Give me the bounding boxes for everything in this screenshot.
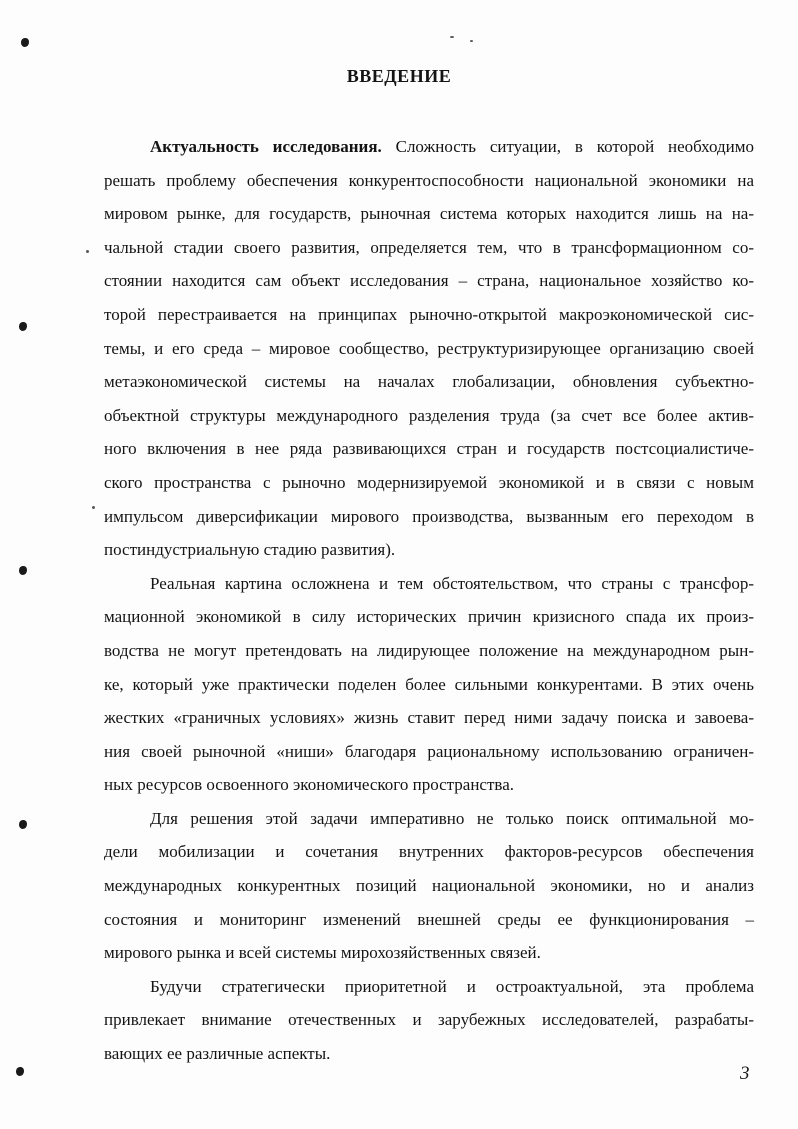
- binder-hole-mark: [16, 1067, 24, 1076]
- paragraph-line: мировом рынке, для государств, рыночная система которых находится лишь на на-: [104, 204, 754, 224]
- binder-hole-mark: [21, 38, 29, 47]
- scan-speck: [450, 36, 454, 38]
- paragraph-line: решать проблему обеспечения конкурентоспособности национальной экономики на: [104, 170, 754, 190]
- paragraph-line: ского пространства с рыночно модернизируемой экономикой и в связи с новым: [104, 472, 754, 492]
- paragraph-task-solution: [104, 802, 754, 970]
- paragraph-real-picture: [104, 567, 754, 802]
- scan-speck: [92, 506, 95, 509]
- paragraph-line: привлекает внимание отечественных и зарубежных исследователей, разрабаты-: [104, 1010, 754, 1030]
- paragraph-line: ния своей рыночной «ниши» благодаря рациональному использованию ограничен-: [104, 741, 754, 761]
- paragraph-line: вающих ее различные аспекты.: [104, 1044, 331, 1064]
- paragraph-line: Реальная картина осложнена и тем обстоятельством, что страны с трансфор-: [150, 573, 754, 593]
- paragraph-line: объектной структуры международного разделения труда (за счет все более актив-: [104, 405, 754, 425]
- binder-hole-mark: [19, 322, 27, 331]
- paragraph-line-text: Сложность ситуации, в которой необходимо: [381, 137, 754, 156]
- paragraph-line: состояния и мониторинг изменений внешней среды ее функционирования –: [104, 909, 754, 929]
- paragraph-line: торой перестраивается на принципах рыночно-открытой макроэкономической сис-: [104, 304, 754, 324]
- paragraph-line: международных конкурентных позиций национальной экономики, но и анализ: [104, 876, 754, 896]
- paragraph-priority: [104, 970, 754, 1071]
- scan-speck: [86, 250, 89, 253]
- paragraph-line: чальной стадии своего развития, определяется тем, что в трансформационном со-: [104, 237, 754, 257]
- paragraph-line: мационной экономикой в силу исторических причин кризисного спада их произ-: [104, 607, 754, 627]
- paragraph-relevance: [104, 130, 754, 567]
- document-body: [104, 130, 754, 1071]
- paragraph-line: постиндустриальную стадию развития).: [104, 540, 396, 560]
- paragraph-line: темы, и его среда – мировое сообщество, реструктуризирующее организацию своей: [104, 338, 754, 358]
- paragraph-line: водства не могут претендовать на лидирующее положение на международном рын-: [104, 640, 754, 660]
- paragraph-line: ке, который уже практически поделен более сильными конкурентами. В этих очень: [104, 674, 754, 694]
- paragraph-line: ного включения в нее ряда развивающихся стран и государств постсоциалистиче-: [104, 439, 754, 459]
- paragraph-line: метаэкономической системы на началах глобализации, обновления субъектно-: [104, 372, 754, 392]
- binder-hole-mark: [19, 566, 27, 575]
- page-number: 3: [740, 1063, 750, 1084]
- binder-hole-mark: [19, 820, 27, 829]
- paragraph-line: стоянии находится сам объект исследования – страна, национальное хозяйство ко-: [104, 271, 754, 291]
- paragraph-line: жестких «граничных условиях» жизнь ставит перед ними задачу поиска и завоева-: [104, 708, 754, 728]
- paragraph-line: мирового рынка и всей системы мирохозяйственных связей.: [104, 943, 541, 963]
- paragraph-line: [104, 130, 754, 164]
- paragraph-line: Для решения этой задачи императивно не только поиск оптимальной мо-: [150, 808, 754, 828]
- paragraph-line: импульсом диверсификации мирового производства, вызванным его переходом в: [104, 506, 754, 526]
- paragraph-lead: Актуальность исследования.: [150, 137, 382, 156]
- page-title: ВВЕДЕНИЕ: [346, 66, 452, 86]
- paragraph-line: Будучи стратегически приоритетной и остроактуальной, эта проблема: [150, 976, 754, 996]
- paragraph-line: дели мобилизации и сочетания внутренних факторов-ресурсов обеспечения: [104, 842, 754, 862]
- scan-speck: [470, 40, 473, 42]
- paragraph-line: ных ресурсов освоенного экономического пространства.: [104, 775, 515, 795]
